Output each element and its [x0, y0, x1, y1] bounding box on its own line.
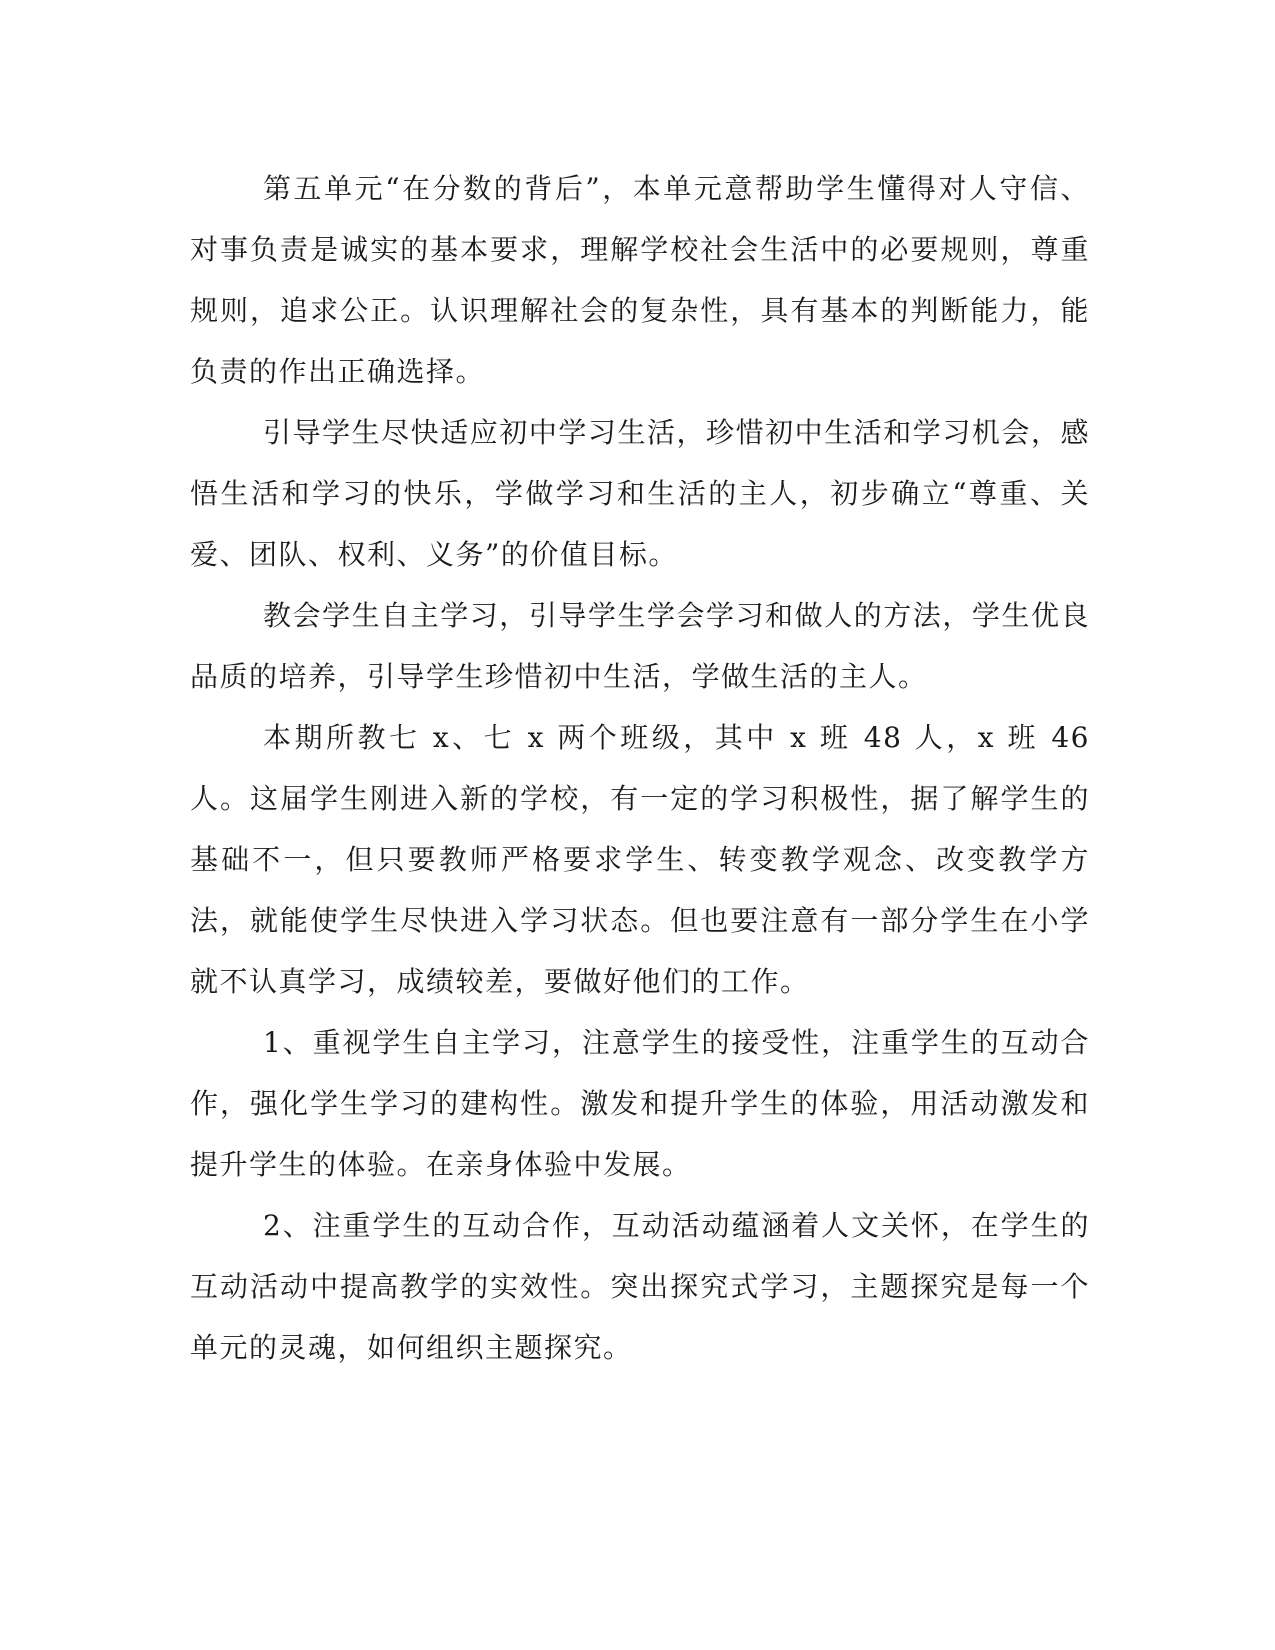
paragraph-guide-students: 引导学生尽快适应初中学习生活，珍惜初中生活和学习机会，感悟生活和学习的快乐，学做学习和生活的主人，初步确立“尊重、关爱、团队、权利、义务”的价值目标。	[190, 416, 1090, 571]
document-body	[190, 158, 1090, 1378]
paragraph-unit-five: 第五单元“在分数的背后”，本单元意帮助学生懂得对人守信、对事负责是诚实的基本要求，理解学校社会生活中的必要规则，尊重规则，追求公正。认识理解社会的复杂性，具有基本的判断能力，能负责的作出正确选择。	[190, 172, 1090, 388]
paragraph-class-situation: 本期所教七 x、七 x 两个班级，其中 x 班 48 人，x 班 46 人。这届学生刚进入新的学校，有一定的学习积极性，据了解学生的基础不一，但只要教师严格要求学生、转变教学观念、改变教学方法，就能使学生尽快进入学习状态。但也要注意有一部分学生在小学就不认真学习，成绩较差，要做好他们的工作。	[190, 721, 1090, 998]
paragraph-measure-1: 1、重视学生自主学习，注意学生的接受性，注重学生的互动合作，强化学生学习的建构性。激发和提升学生的体验，用活动激发和提升学生的体验。在亲身体验中发展。	[190, 1026, 1090, 1181]
paragraph-self-study: 教会学生自主学习，引导学生学会学习和做人的方法，学生优良品质的培养，引导学生珍惜初中生活，学做生活的主人。	[190, 599, 1090, 693]
paragraph-measure-2: 2、注重学生的互动合作，互动活动蕴涵着人文关怀，在学生的互动活动中提高教学的实效性。突出探究式学习，主题探究是每一个单元的灵魂，如何组织主题探究。	[190, 1209, 1090, 1364]
